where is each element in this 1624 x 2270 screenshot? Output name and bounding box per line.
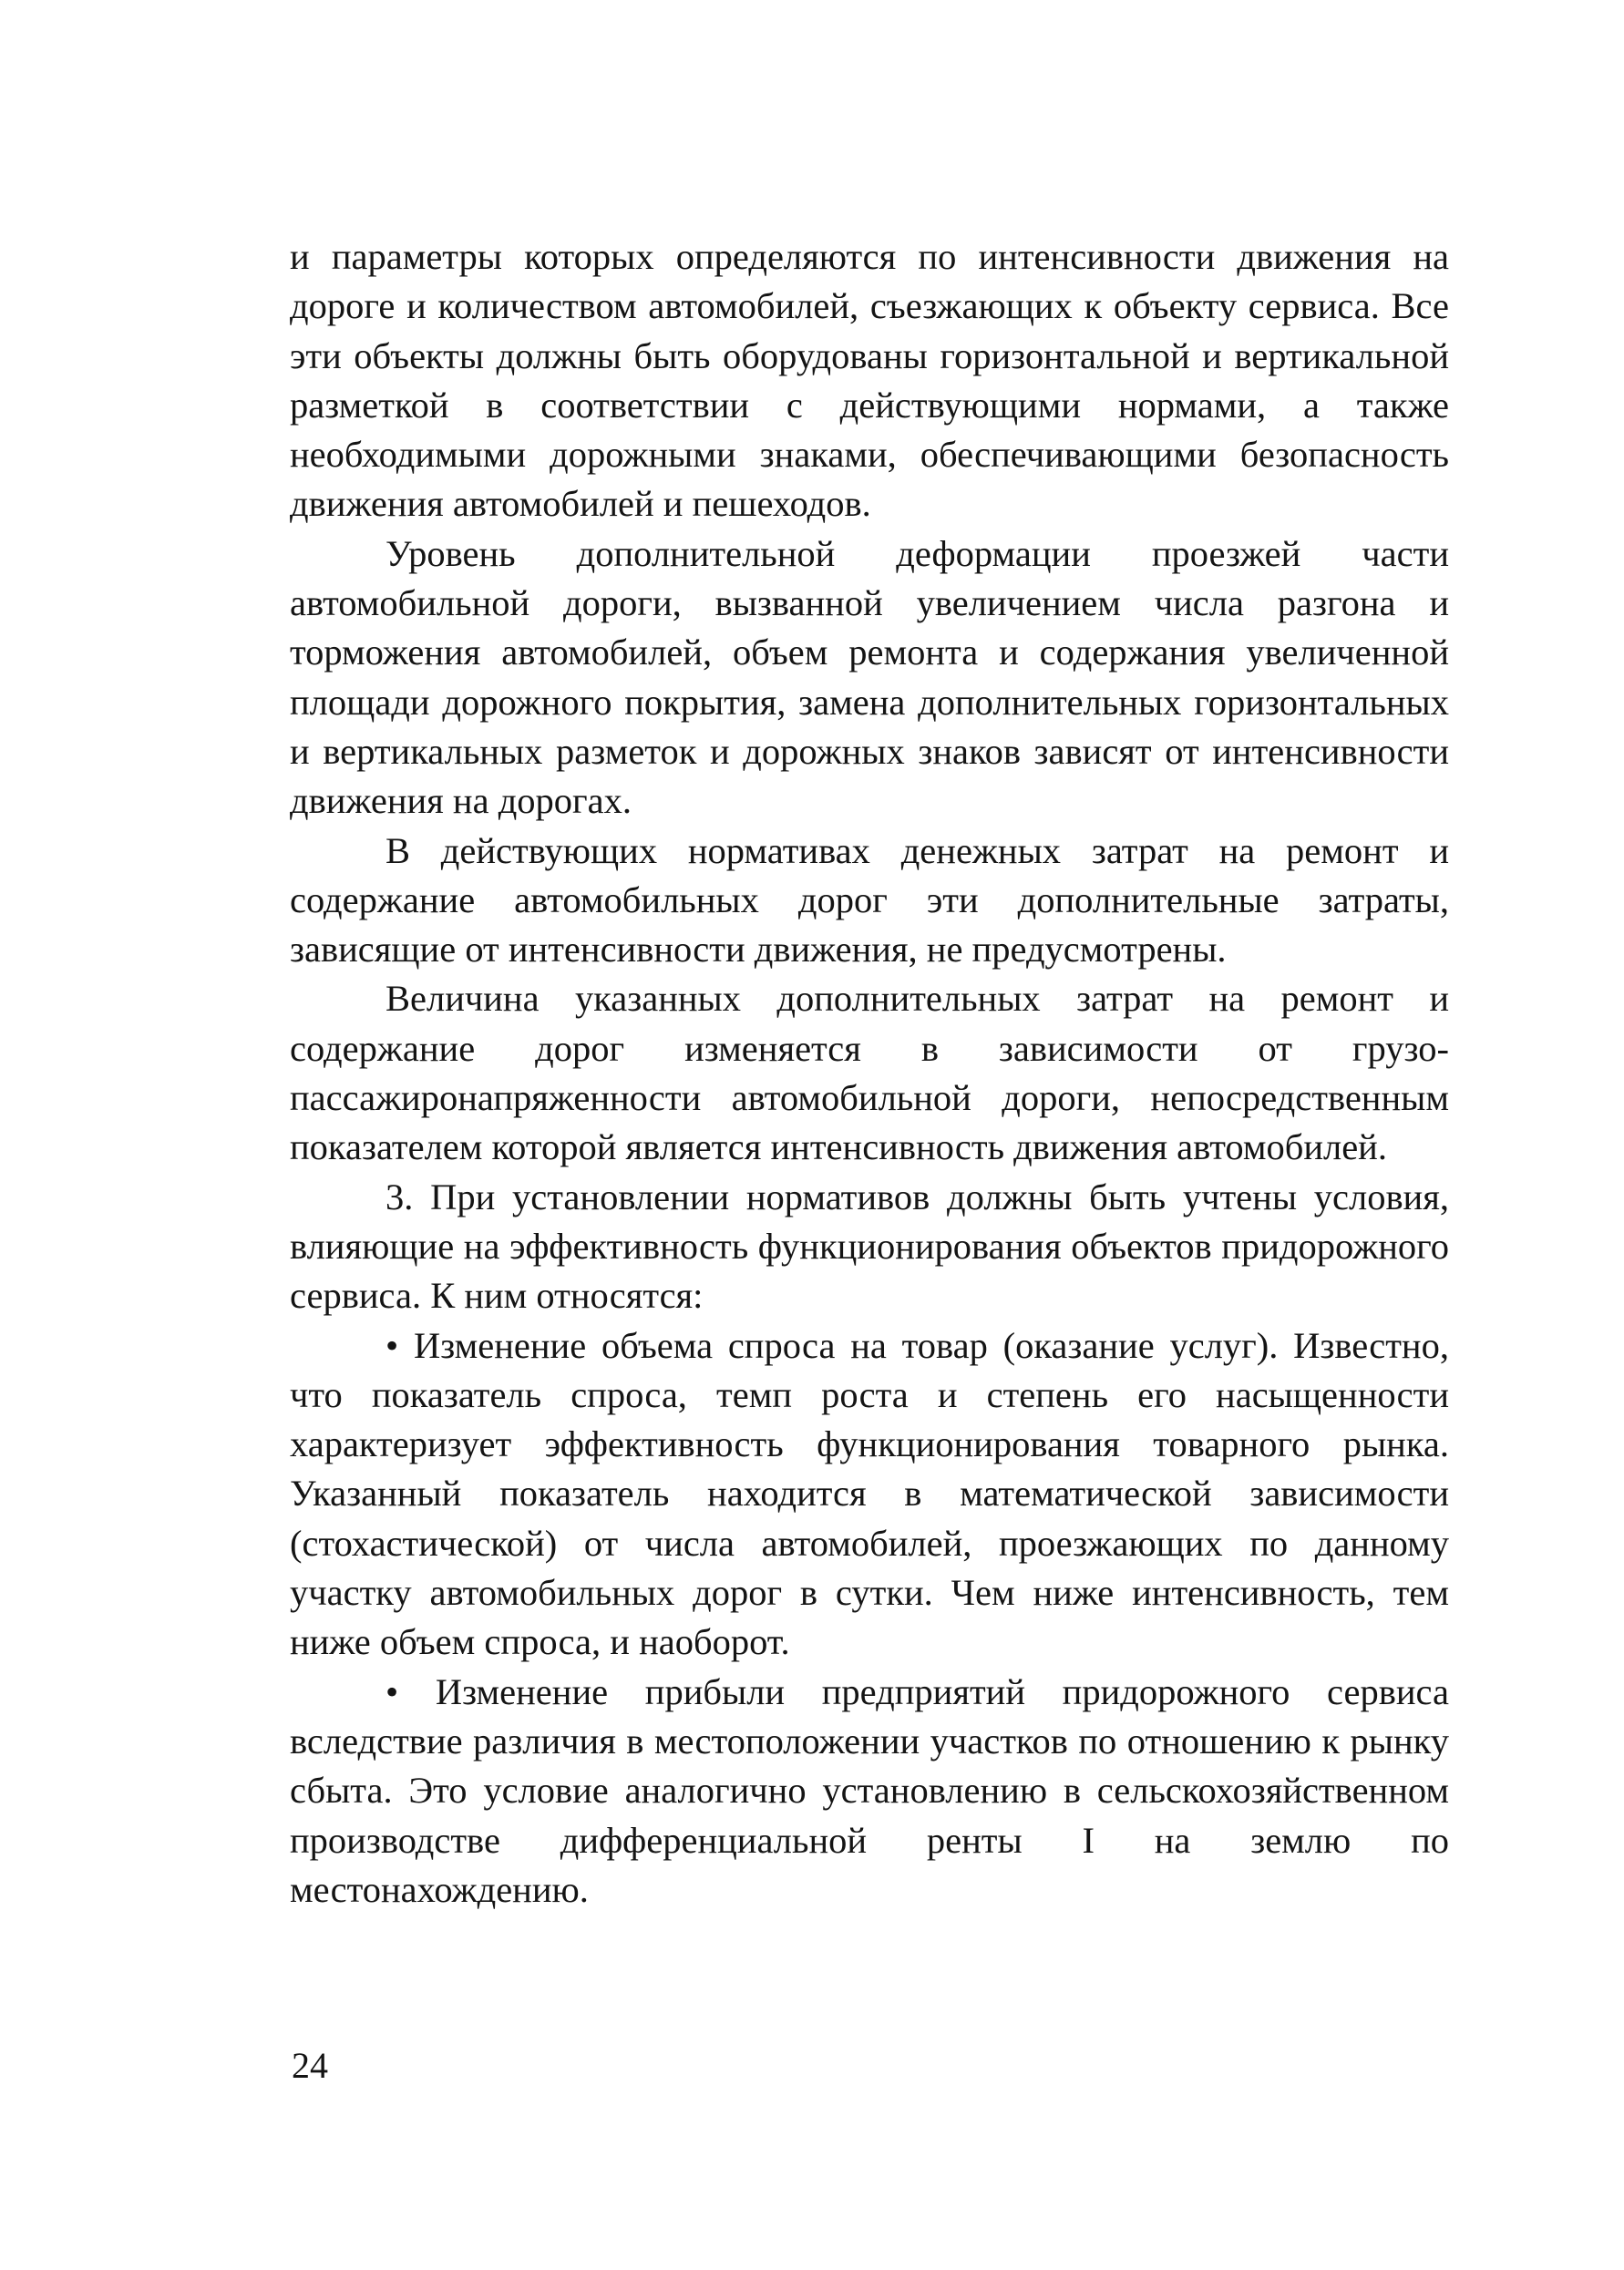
body-text: [290, 232, 1449, 1915]
bullet-demand-change: • Изменение объема спроса на товар (оказание услуг). Известно, что показатель спроса, темп роста и степень его насыщенности характеризует эффективность функционирования товарного рынка. Указанный показатель находится в математической зависимости (стохастической) от числа автомобилей, проезжающих по данному участку автомобильных дорог в сутки. Чем ниже интенсивность, тем ниже объем спроса, и наоборот.: [290, 1324, 1449, 1663]
page-number: 24: [292, 2045, 328, 2086]
paragraph-continuation: и параметры которых определяются по интенсивности движения на дороге и количеством автомобилей, съезжающих к объекту сервиса. Все эти объекты должны быть оборудованы горизонтальной и вертикальной разметкой в соответствии с действующими нормами, а также необходимыми дорожными знаками, обеспечивающими безопасность движения автомобилей и пешеходов.: [290, 236, 1449, 525]
paragraph-conditions: 3. При установлении нормативов должны быть учтены условия, влияющие на эффективность функционирования объектов придорожного сервиса. К ним относятся:: [290, 1176, 1449, 1317]
paragraph-road-deformation: Уровень дополнительной деформации проезжей части автомобильной дороги, вызванной увеличением числа разгона и торможения автомобилей, объем ремонта и содержания увеличенной площади дорожного покрытия, замена дополнительных горизонтальных и вертикальных разметок и дорожных знаков зависят от интенсивности движения на дорогах.: [290, 532, 1449, 822]
paragraph-cost-magnitude: Величина указанных дополнительных затрат на ремонт и содержание дорог изменяется в зависимости от грузо-пассажиронапряженности автомобильной дороги, непосредственным показателем которой является интенсивность движения автомобилей.: [290, 978, 1449, 1168]
bullet-profit-change: • Изменение прибыли предприятий придорожного сервиса вследствие различия в местоположении участков по отношению к рынку сбыта. Это условие аналогично установлению в сельскохозяйственном производстве дифференциальной ренты I на землю по местонахождению.: [290, 1670, 1449, 1910]
paragraph-normatives: В действующих нормативах денежных затрат на ремонт и содержание автомобильных дорог эти дополнительные затраты, зависящие от интенсивности движения, не предусмотрены.: [290, 829, 1449, 971]
